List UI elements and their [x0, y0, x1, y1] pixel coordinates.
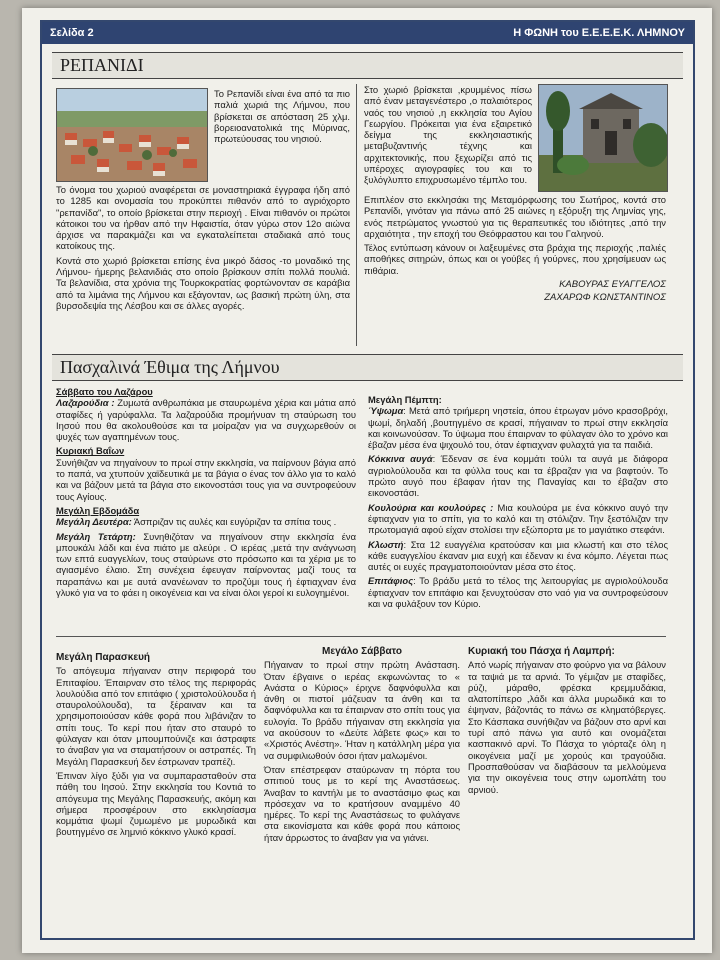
avga-paragraph	[368, 453, 668, 498]
church-photo	[538, 84, 668, 192]
paraskevi-paragraph-1: Το απόγευμα πήγαιναν στην περιφορά του Επιταφίου. Έπαιρναν στο τέλος της περιφοράς λουλούδια από τον επιτάφιο ( χριστολούλουδα ή σταυρολούλουδα), τα ξέραιναν και τα χρησιμοποιούσαν κάθε φορά που λιβάνιζαν το σπίτι τους. Το κερί που ήταν στο σταυρό το φύλαγαν και όταν μπουμπούνιζε και άστραφτε το άναβαν για να σταματήσουν οι αστραπές. Τη Μεγάλη Παρασκευή δεν έστρωναν τραπέζι.	[56, 665, 256, 767]
author-kavouras: ΚΑΒΟΥΡΑΣ ΕΥΑΓΓΕΛΟΣ	[559, 279, 666, 291]
text-lazaroudia: Ζυμωτά ανθρωπάκια με σταυρωμένα χέρια και μάτια από σταφίδες ή γαρύφαλλα. Τα λαζαρούδια προμήνυαν τη σταύρωση του Ιησού που θα ακολουθούσε και τα μοίραζαν για να συγχωρεθούν οι ψυχές των αγαπημένων τους.	[56, 397, 356, 443]
heading-sabbato-lazarou: Σάββατο του Λαζάρου	[56, 386, 153, 397]
label-lazaroudia: Λαζαρούδια :	[56, 397, 115, 409]
klosti-paragraph	[368, 539, 668, 573]
label-klosti: Κλωστή	[368, 538, 404, 550]
heading-megali-paraskevi: Μεγάλη Παρασκευή	[56, 652, 151, 663]
ypsoma-paragraph	[368, 405, 668, 450]
epitafios-paragraph	[368, 575, 668, 609]
tetarti-paragraph	[56, 531, 356, 599]
column-divider	[356, 84, 357, 346]
village-photo	[56, 88, 208, 182]
koulouria-paragraph	[368, 502, 668, 536]
repanidi-church-paragraph: Στο χωριό βρίσκεται ,κρυμμένος πίσω από έναν μεταγενέστερο ,ο παλαιότερος ναός του νησιού ,η εκκλησία του Αγίου Γεωργίου. Πρόκειται για ένα εξαιρετικό δείγμα της εκκλησιαστικής μεταβυζαντινής τέχνης και αρχιτεκτονικής, που ξεχωρίζει από τις υπέροχες αγιογραφίες του και το ξυλόγλυπτο επιχρυσωμένο τέμπλο του.	[364, 84, 532, 186]
savvato-paragraph-1: Πήγαιναν το πρωί στην πρώτη Ανάσταση. Όταν έβγαινε ο ιερέας εκφωνώντας το « Ανάστα ο Κύριος» έριχνε δαφνόφυλλα και άνθη οι πιστοί μάζευαν τα άνθη και τα δαφνόφυλλα και τα έπαιρναν στο σπίτι τους για ευλογία. Το βράδυ πήγαιναν στη εκκλησία για να ακούσουν το «Δεύτε λάβετε φως» και το «Χριστός Ανέστη». Ήταν η κατάλληλη μέρα για να συμφιλιωθούν όσοι ήταν μαλωμένοι.	[264, 659, 460, 761]
page-header	[42, 22, 693, 44]
repanidi-intro: Το Ρεπανίδι είναι ένα από τα πιο παλιά χωριά της Λήμνου, που βρίσκεται σε απόσταση 25 χλμ. βορειοανατολικά της Μύρινας, πρωτεύουσας του νησιού.	[214, 88, 350, 145]
heading-megalo-savvato: Μεγάλο Σάββατο	[322, 646, 402, 657]
village-photo-illustration	[57, 89, 207, 181]
col-megali-paraskevi	[56, 652, 256, 841]
col-kyriaki-pascha	[468, 646, 666, 798]
repanidi-storage-paragraph: Τέλος εντύπωση κάνουν οι λαξευμένες στα βράχια της περιοχής ,παλιές αποθήκες σιτηρών, όπως και οι γούβες ή γούρνες, που χρησίμευαν ως πιθάρια.	[364, 242, 666, 276]
label-epitafios: Επιτάφιος	[368, 575, 414, 587]
church-photo-illustration	[539, 85, 667, 191]
page-number: Σελίδα 2	[50, 27, 94, 39]
text-vaion: Συνήθιζαν να πηγαίνουν το πρωί στην εκκλησία, να παίρνουν βάγια από το παπά, να χτυπούν χαϊδευτικά με τα βάγια ο ένας τον άλλο για το καλό και να βάζουν μετά τα βάγια στο εικονοστάσι τους για να συντροφεύουν τους Αγίους.	[56, 456, 356, 502]
repanidi-col2	[364, 194, 666, 306]
text-tetarti: Συνηθιζόταν να πηγαίνουν στην εκκλησία ένα μπουκάλι λάδι και ένα πιάτο με αλεύρι . Ο ιερέας ,μετά την ανάγνωση των επτά ευαγγελίων, τους σταύρωνε στο πρόσωπο και τα χέρια με το αγιασμένο έλαιο. Στη συνέχεια έφευγαν παίρνοντας μαζί τους τα παραπάνω και με αυτά ανανέωναν το προζύμι τους ή έφτιαχναν ένα γλυκό για να το φάει η οικογένεια και να είναι όλοι γεροί κι ευλογημένοι.	[56, 530, 357, 599]
paraskevi-paragraph-2: Έπιναν λίγο ξύδι για να συμπαρασταθούν στα πάθη του Ιησού. Στην εκκλησία του Κοντιά το απόγευμα της Μεγάλης Παρασκευής, ακόμη και σήμερα προσφέρουν στο εκκλησίασμα κομμάτια ψωμί ζυμωμένο με μυρωδικά και βουτηγμένο σε λημνιό κόκκινο γλυκό κρασί.	[56, 769, 256, 838]
text-klosti: : Στα 12 ευαγγέλια κρατούσαν και μια κλωστή και στο τέλος κάθε ευαγγελίου έκαναν μια ευχή και έδεναν κι ένα κόμπο. Λέγεται πως αυτές οι ευχές πραγματοποιούνταν μέσα στο έτος.	[368, 538, 668, 573]
deftera-paragraph	[56, 516, 356, 527]
easter-left-column	[56, 386, 356, 601]
label-koulouria: Κουλούρια και κουλούρες :	[368, 501, 494, 513]
repanidi-name-paragraph: Το όνομα του χωριού αναφέρεται σε μοναστηριακά έγγραφα ήδη από το 1285 και ονομασία του προκύπτει πιθανόν από το αγριόχορτο "ρεπανίδα", το οποίο βρίσκεται στην περιοχή . Είναι πιθανόν οι πρώτοι κάτοικοι του να ήρθαν από την Ηφαιστία, όταν γύρω στον 12ο αιώνα άρχισε να παρακμάζει και να εγκαταλείπεται σταδιακά από τους κατοίκους της.	[56, 184, 350, 252]
text-deftera: Άσπριζαν τις αυλές και ευγύριζαν τα σπίτια τους .	[133, 516, 337, 528]
lazaroudia-paragraph	[56, 397, 356, 442]
label-avga: Κόκκινα αυγά	[368, 453, 433, 465]
article-title-repanidi: ΡΕΠΑΝΙΔΙ	[52, 52, 683, 79]
text-koulouria: Μια κουλούρα με ένα κόκκινο αυγό την έφτιαχναν για το σπίτι, για το καλό και τη στόλιζαν. Την ξεστόλιζαν την πρωτομαγιά αφού είχαν στολίσει την εξώπορτα με το μαγιάτικο στεφάνι.	[368, 501, 668, 536]
repanidi-col1	[56, 184, 350, 314]
text-ypsoma: : Μετά από τριήμερη νηστεία, όπου έτρωγαν μόνο κρασοβρόχι, ψωμί, δηλαδή ,βουτηγμένο σε κρασί, πήγαιναν το πρωί στην εκκλησία και κοινωνούσαν. Το ύψωμα που έπαιρναν το φύλαγαν όλο το χρόνο και έβαζαν μέσα ένα ψιχουλό του, όταν έφτιαχναν φυλαχτά για τα παιδιά.	[368, 405, 668, 451]
article-title-easter: Πασχαλινά Έθιμα της Λήμνου	[52, 354, 683, 381]
heading-megali-evdomada: Μεγάλη Εβδομάδα	[56, 504, 140, 516]
label-ypsoma: Ύψωμα	[368, 405, 404, 417]
newsletter-page	[22, 8, 712, 953]
label-tetarti: Μεγάλη Τετάρτη:	[56, 530, 136, 542]
text-epitafios: : Το βράδυ μετά το τέλος της λειτουργίας με αγριολούλουδα έφτιαχναν τον επιτάφιο και ξενυχτούσαν στο ναό για να συντροφεύσουν και να φυλάξουν τον Κύριο.	[368, 575, 668, 610]
repanidi-earth-paragraph: Επιπλέον στο εκκλησάκι της Μεταμόρφωσης του Σωτήρος, κοντά στο Ρεπανίδι, γινόταν για πάνω από 25 αιώνες η εξόρυξη της Λημνίας γης, ενός πετρώματος γνωστού για τις θεραπευτικές του ιδιότητες ,από την αρχαιότητα , την εποχή του Θεόφραστου και του Γαληνού.	[364, 194, 666, 239]
page-frame	[40, 20, 695, 940]
easter-right-column	[368, 394, 668, 612]
col-megalo-savvato	[264, 646, 460, 846]
newsletter-title: Η ΦΩΝΗ του Ε.Ε.Ε.Ε.Κ. ΛΗΜΝΟΥ	[513, 27, 685, 39]
heading-megali-pempti: Μεγάλη Πέμπτη:	[368, 394, 442, 405]
label-deftera: Μεγάλη Δευτέρα:	[56, 516, 132, 528]
text-avga: : Έδεναν σε ένα κομμάτι τούλι τα αυγά με διάφορα αγριολούλουδα και τα φύλλα τους και τα έβραζαν για να βαφτούν. Το πρώτο αυγό που έβαφαν ήταν της Παναγίας και το έβαζαν στο εικονοστάσι.	[368, 453, 668, 499]
repanidi-forest-paragraph: Κοντά στο χωριό βρίσκεται επίσης ένα μικρό δάσος -το μοναδικό της Λήμνου- ήμερης βελανιδιάς στο οποίο βρίσκουν σπίτι πολλά πουλιά. Τα βελανίδια, στα χρόνια της Τουρκοκρατίας φορτώνονταν σε καράβια από τα λιμάνια της Λήμνου και εξάγονταν, ως βασική πρώτη ύλη, στα βυρσοδεψία της Λέσβου και σε άλλες αγορές.	[56, 254, 350, 311]
author-zacharof: ΖΑΧΑΡΩΦ ΚΩΝΣΤΑΝΤΙΝΟΣ	[544, 292, 666, 304]
pascha-paragraph: Από νωρίς πήγαιναν στο φούρνο για να βάλουν τα ταψιά με τα αρνιά. Το γέμιζαν με σταφίδες, ρύζι, μάραθο, φρέσκα κρεμμυδάκια, αλατοπίπερο ,λάδι και άλλα μυρωδικά και το έψηναν, βάζοντάς το πάνω σε κληματόβεργες. Στο Κάσπακα συνήθιζαν να βάζουν στο αρνί και τυρί από πάνω για αυτό και ονομάζεται κασπακινό αρνί. Το Πάσχα το γιόρταζε όλη η οικογένεια μαζί με χορούς και τραγούδια. Προσπαθούσαν να διαβάσουν τα μελλούμενα για την οικογένεια τους στην ωμοπλάτη του αρνιού.	[468, 659, 666, 795]
savvato-paragraph-2: Όταν επέστρεφαν σταύρωναν τη πόρτα του σπιτιού τους με το κερί της Αναστάσεως. Άναβαν το καντήλι με το αναστάσιμο φως και πρόσεχαν να το κρατήσουν αναμμένο 40 ημέρες. Το κερί της Αναστάσεως το φυλάγανε στα εικονίσματα και κάθε φορά που κάποιος ήταν άρρωστος το άναβαν για να γιάνει.	[264, 763, 460, 843]
heading-kyriaki-vaion: Κυριακή Βαΐων	[56, 445, 125, 457]
section-divider	[56, 636, 666, 637]
heading-kyriaki-pascha: Κυριακή του Πάσχα ή Λαμπρή:	[468, 646, 615, 657]
